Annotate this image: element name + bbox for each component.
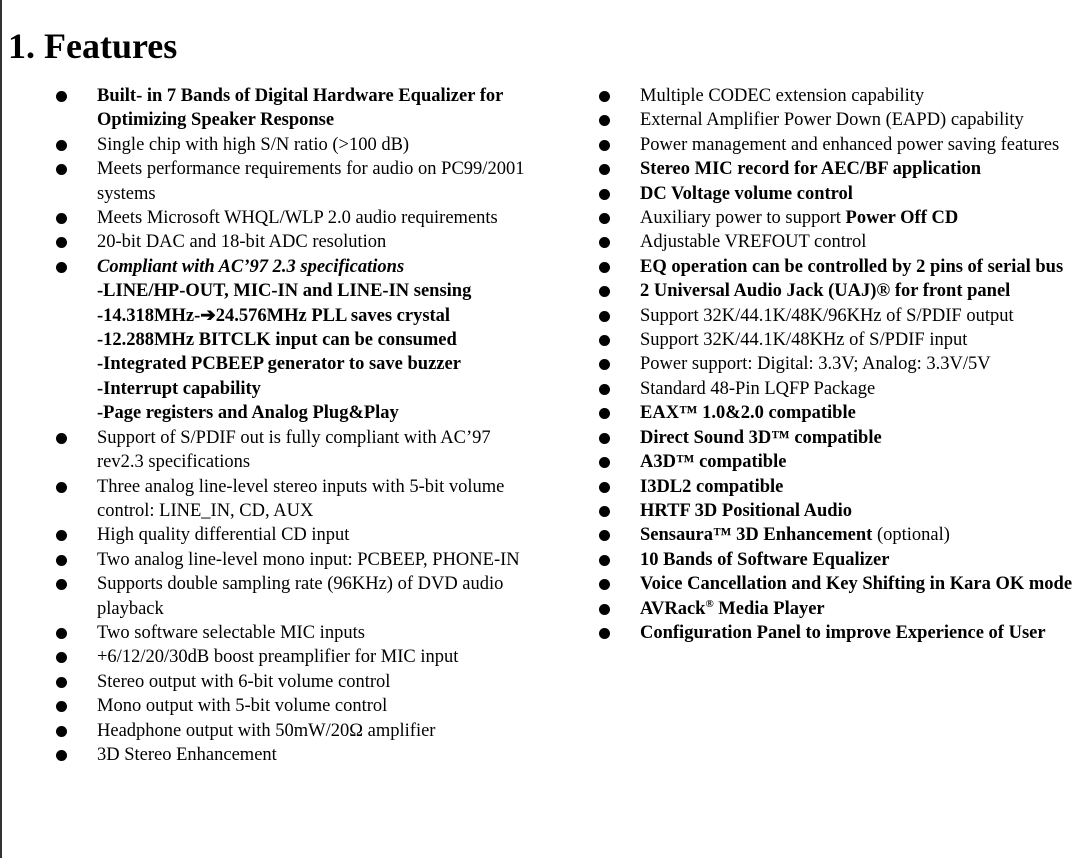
list-item: Three analog line-level stereo inputs with 5-bit volume control: LINE_IN, CD, AUX [54, 475, 534, 524]
list-item: Auxiliary power to support Power Off CD [597, 206, 1075, 230]
bullet-icon [599, 408, 610, 419]
list-item: Standard 48-Pin LQFP Package [597, 377, 1075, 401]
bullet-icon [56, 140, 67, 151]
list-item: Meets performance requirements for audio on PC99/2001 systems [54, 157, 534, 206]
sub-item: -Page registers and Analog Plug&Play [97, 403, 399, 424]
list-item: 3D Stereo Enhancement [54, 743, 534, 767]
list-item: 20-bit DAC and 18-bit ADC resolution [54, 230, 534, 254]
bullet-icon [599, 115, 610, 126]
list-item: Voice Cancellation and Key Shifting in Kara OK mode [597, 572, 1075, 596]
bullet-icon [56, 579, 67, 590]
bullet-icon [599, 262, 610, 273]
bullet-icon [56, 530, 67, 541]
bullet-icon [56, 237, 67, 248]
list-item: A3D™ compatible [597, 450, 1075, 474]
list-item: Stereo MIC record for AEC/BF application [597, 157, 1075, 181]
list-item: Adjustable VREFOUT control [597, 230, 1075, 254]
list-item: Support 32K/44.1K/48KHz of S/PDIF input [597, 328, 1075, 352]
features-list-left [54, 84, 534, 767]
bullet-icon [56, 164, 67, 175]
list-item: Headphone output with 50mW/20Ω amplifier [54, 719, 534, 743]
bullet-icon [56, 262, 67, 273]
list-item: High quality differential CD input [54, 523, 534, 547]
bullet-icon [599, 555, 610, 566]
bullet-icon [599, 286, 610, 297]
list-item: Two analog line-level mono input: PCBEEP, PHONE-IN [54, 548, 534, 572]
bullet-icon [599, 433, 610, 444]
bullet-icon [56, 213, 67, 224]
sub-item: -12.288MHz BITCLK input can be consumed [97, 330, 457, 351]
list-item: I3DL2 compatible [597, 475, 1075, 499]
list-item: Stereo output with 6-bit volume control [54, 670, 534, 694]
list-item: Mono output with 5-bit volume control [54, 694, 534, 718]
list-item: EQ operation can be controlled by 2 pins of serial bus [597, 255, 1075, 279]
list-item: Configuration Panel to improve Experience of User [597, 621, 1075, 645]
bullet-icon [599, 482, 610, 493]
bullet-icon [599, 189, 610, 200]
bullet-icon [599, 457, 610, 468]
bullet-icon [599, 530, 610, 541]
bullet-icon [599, 91, 610, 102]
bullet-icon [599, 579, 610, 590]
bullet-icon [56, 482, 67, 493]
bullet-icon [56, 433, 67, 444]
bullet-icon [599, 359, 610, 370]
sub-item: -14.318MHz-➔24.576MHz PLL saves crystal [97, 305, 451, 326]
bullet-icon [56, 555, 67, 566]
bullet-icon [599, 506, 610, 517]
bullet-icon [599, 213, 610, 224]
bullet-icon [56, 652, 67, 663]
list-item: HRTF 3D Positional Audio [597, 499, 1075, 523]
bullet-icon [56, 701, 67, 712]
list-item: Two software selectable MIC inputs [54, 621, 534, 645]
list-item: EAX™ 1.0&2.0 compatible [597, 401, 1075, 425]
list-item: Direct Sound 3D™ compatible [597, 426, 1075, 450]
list-item: Multiple CODEC extension capability [597, 84, 1075, 108]
list-item: Compliant with AC’97 2.3 specifications -LINE/HP-OUT, MIC-IN and LINE-IN sensing -14.318MHz-➔24.576MHz PLL saves crystal -12.288MHz BITCLK input can be consumed -Integrated PCBEEP generator to save buzzer -Interrupt capability -Page registers and Analog Plug&Play [54, 255, 534, 426]
bullet-icon [56, 677, 67, 688]
bullet-icon [599, 604, 610, 615]
sub-item: -LINE/HP-OUT, MIC-IN and LINE-IN sensing [97, 281, 472, 302]
bullet-icon [56, 750, 67, 761]
bullet-icon [56, 91, 67, 102]
bullet-icon [56, 726, 67, 737]
list-item: Supports double sampling rate (96KHz) of DVD audio playback [54, 572, 534, 621]
features-list-right [597, 84, 1075, 645]
bullet-icon [599, 311, 610, 322]
bullet-icon [599, 628, 610, 639]
list-item: +6/12/20/30dB boost preamplifier for MIC input [54, 645, 534, 669]
list-item: AVRack® Media Player [597, 597, 1075, 621]
list-item: Meets Microsoft WHQL/WLP 2.0 audio requirements [54, 206, 534, 230]
list-item: Support of S/PDIF out is fully compliant with AC’97 rev2.3 specifications [54, 426, 534, 475]
list-item: Support 32K/44.1K/48K/96KHz of S/PDIF output [597, 304, 1075, 328]
bullet-icon [56, 628, 67, 639]
list-item: 10 Bands of Software Equalizer [597, 548, 1075, 572]
bullet-icon [599, 140, 610, 151]
bullet-icon [599, 335, 610, 346]
list-item: Single chip with high S/N ratio (>100 dB) [54, 133, 534, 157]
section-heading: 1. Features [8, 26, 178, 66]
list-item: 2 Universal Audio Jack (UAJ)® for front panel [597, 279, 1075, 303]
list-item: DC Voltage volume control [597, 182, 1075, 206]
bullet-icon [599, 164, 610, 175]
sub-item: -Integrated PCBEEP generator to save buzzer [97, 354, 461, 375]
bullet-icon [599, 384, 610, 395]
bullet-icon [599, 237, 610, 248]
list-item: Power support: Digital: 3.3V; Analog: 3.3V/5V [597, 352, 1075, 376]
list-item: External Amplifier Power Down (EAPD) capability [597, 108, 1075, 132]
list-item: Built- in 7 Bands of Digital Hardware Equalizer for Optimizing Speaker Response [54, 84, 534, 133]
list-item: Sensaura™ 3D Enhancement (optional) [597, 523, 1075, 547]
list-item: Power management and enhanced power saving features [597, 133, 1075, 157]
sub-item: -Interrupt capability [97, 378, 261, 399]
